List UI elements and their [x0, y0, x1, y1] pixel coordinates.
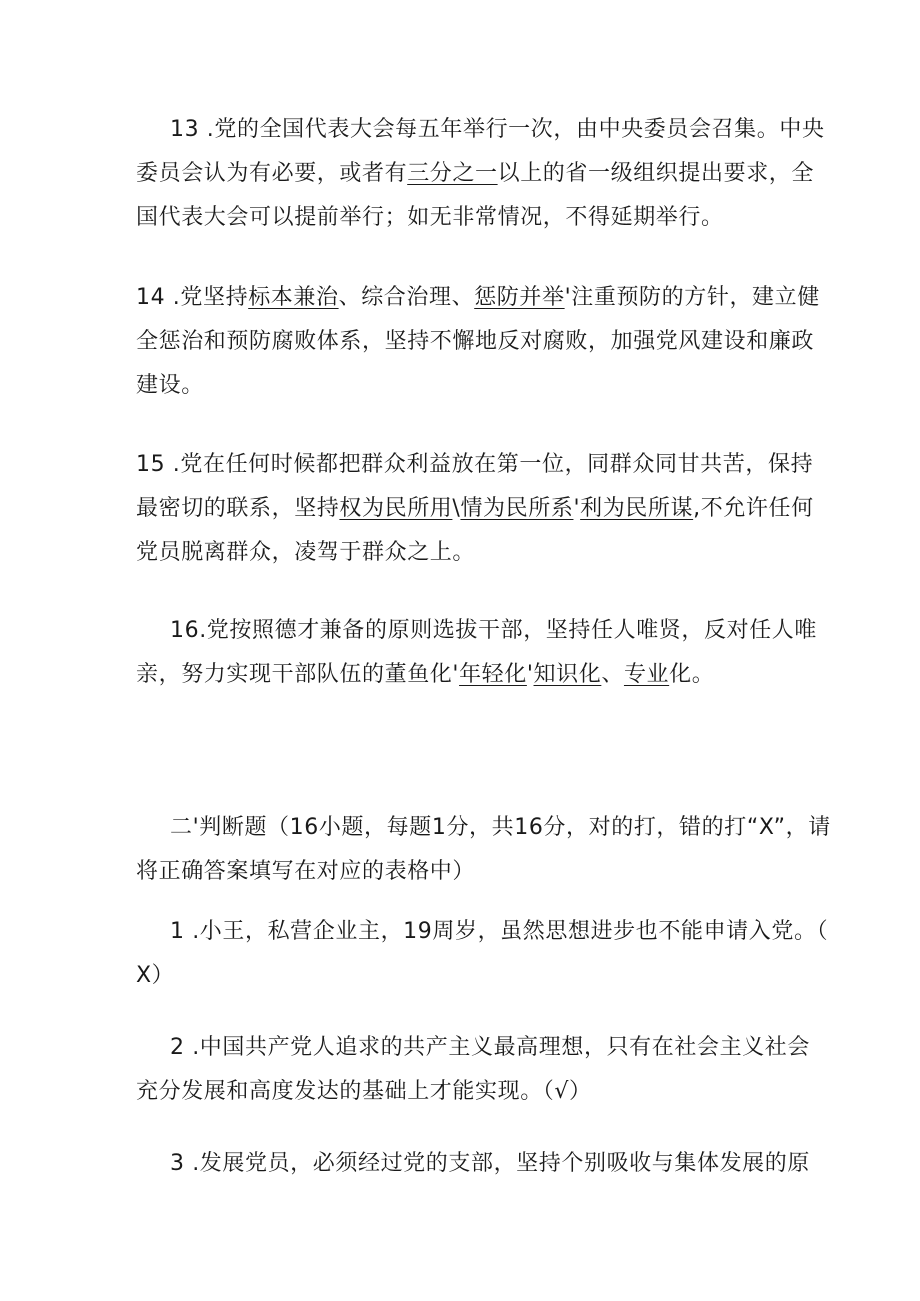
- text-line: [136, 443, 814, 487]
- judgment-item-3: [136, 1142, 810, 1186]
- text-line: [136, 850, 796, 894]
- text-line: [136, 1142, 810, 1186]
- underlined-answer: 年轻化: [459, 662, 527, 687]
- text-run: 最密切的联系，坚持: [136, 496, 340, 521]
- underlined-answer: 知识化: [533, 662, 602, 687]
- underlined-answer: 专业: [623, 662, 670, 687]
- underlined-answer: 利为民所谋: [580, 496, 694, 521]
- paragraph-q16: [136, 609, 817, 697]
- text-run: 二'判断题（16小题，每题1分，共16分，对的打，错的打“X”，请: [170, 815, 831, 840]
- text-run: 13 .党的全国代表大会每五年举行一次，由中央委员会召集。中央: [170, 117, 825, 142]
- paragraph-q14: [136, 276, 820, 408]
- text-line: [136, 609, 817, 653]
- text-run: 3 .发展党员，必须经过党的支部，坚持个别吸收与集体发展的原: [170, 1151, 810, 1176]
- text-line: [136, 108, 825, 152]
- text-run: 1 .小王，私营企业主，19周岁，虽然思想进步也不能申请入党。（: [170, 919, 829, 944]
- judgment-item-2: [136, 1026, 810, 1114]
- text-run: X）: [136, 963, 175, 988]
- text-run: 国代表大会可以提前举行；如无非常情况，不得延期举行。: [136, 205, 724, 230]
- text-run: ': [526, 662, 534, 687]
- section-heading-judgment: [136, 806, 831, 894]
- paragraph-q15: [136, 443, 814, 575]
- text-run: 委员会认为有必要，或者有: [136, 161, 408, 186]
- text-run: ,不允许任何: [693, 496, 814, 521]
- text-run: '注重预防的方针，建立健: [564, 285, 820, 310]
- text-run: 亲，努力实现干部队伍的董鱼化': [136, 662, 460, 687]
- text-line: [136, 276, 820, 320]
- text-run: 全惩治和预防腐败体系，坚持不懈地反对腐败，加强党风建设和廉政: [136, 329, 815, 354]
- paragraph-q13: [136, 108, 825, 240]
- text-line: [136, 910, 829, 954]
- underlined-answer: 权为民所用: [339, 496, 453, 521]
- text-run: 15 .党在任何时候都把群众利益放在第一位，同群众同甘共苦，保持: [136, 452, 814, 477]
- underlined-answer: 惩防并举: [474, 285, 565, 310]
- underlined-answer: 标本兼治: [248, 285, 339, 310]
- text-run: 将正确答案填写在对应的表格中）: [136, 859, 476, 884]
- text-run: 、: [601, 662, 624, 687]
- text-run: 2 .中国共产党人追求的共产主义最高理想，只有在社会主义社会: [170, 1035, 810, 1060]
- text-line: [136, 954, 796, 998]
- text-line: [136, 1070, 796, 1114]
- text-run: 16.党按照德才兼备的原则选拔干部，坚持任人唯贤，反对任人唯: [170, 618, 817, 643]
- text-run: 14 .党坚持: [136, 285, 249, 310]
- text-run: 充分发展和高度发达的基础上才能实现。（√）: [136, 1079, 592, 1104]
- text-run: ': [573, 496, 581, 521]
- text-run: 以上的省一级组织提出要求，全: [497, 161, 815, 186]
- text-line: [136, 1026, 810, 1070]
- text-line: [136, 364, 796, 408]
- text-run: \: [452, 496, 461, 521]
- text-run: 、综合治理、: [338, 285, 475, 310]
- text-run: 建设。: [136, 373, 204, 398]
- text-line: [136, 531, 796, 575]
- text-line: [136, 487, 814, 531]
- text-line: [136, 196, 796, 240]
- judgment-item-1: [136, 910, 829, 998]
- text-line: [136, 653, 796, 697]
- underlined-answer: 情为民所系: [460, 496, 574, 521]
- text-line: [136, 320, 815, 364]
- text-run: 化。: [669, 662, 715, 687]
- text-run: 党员脱离群众，凌驾于群众之上。: [136, 540, 476, 565]
- text-line: [136, 806, 831, 850]
- text-line: [136, 152, 815, 196]
- underlined-answer: 三分之一: [407, 161, 498, 186]
